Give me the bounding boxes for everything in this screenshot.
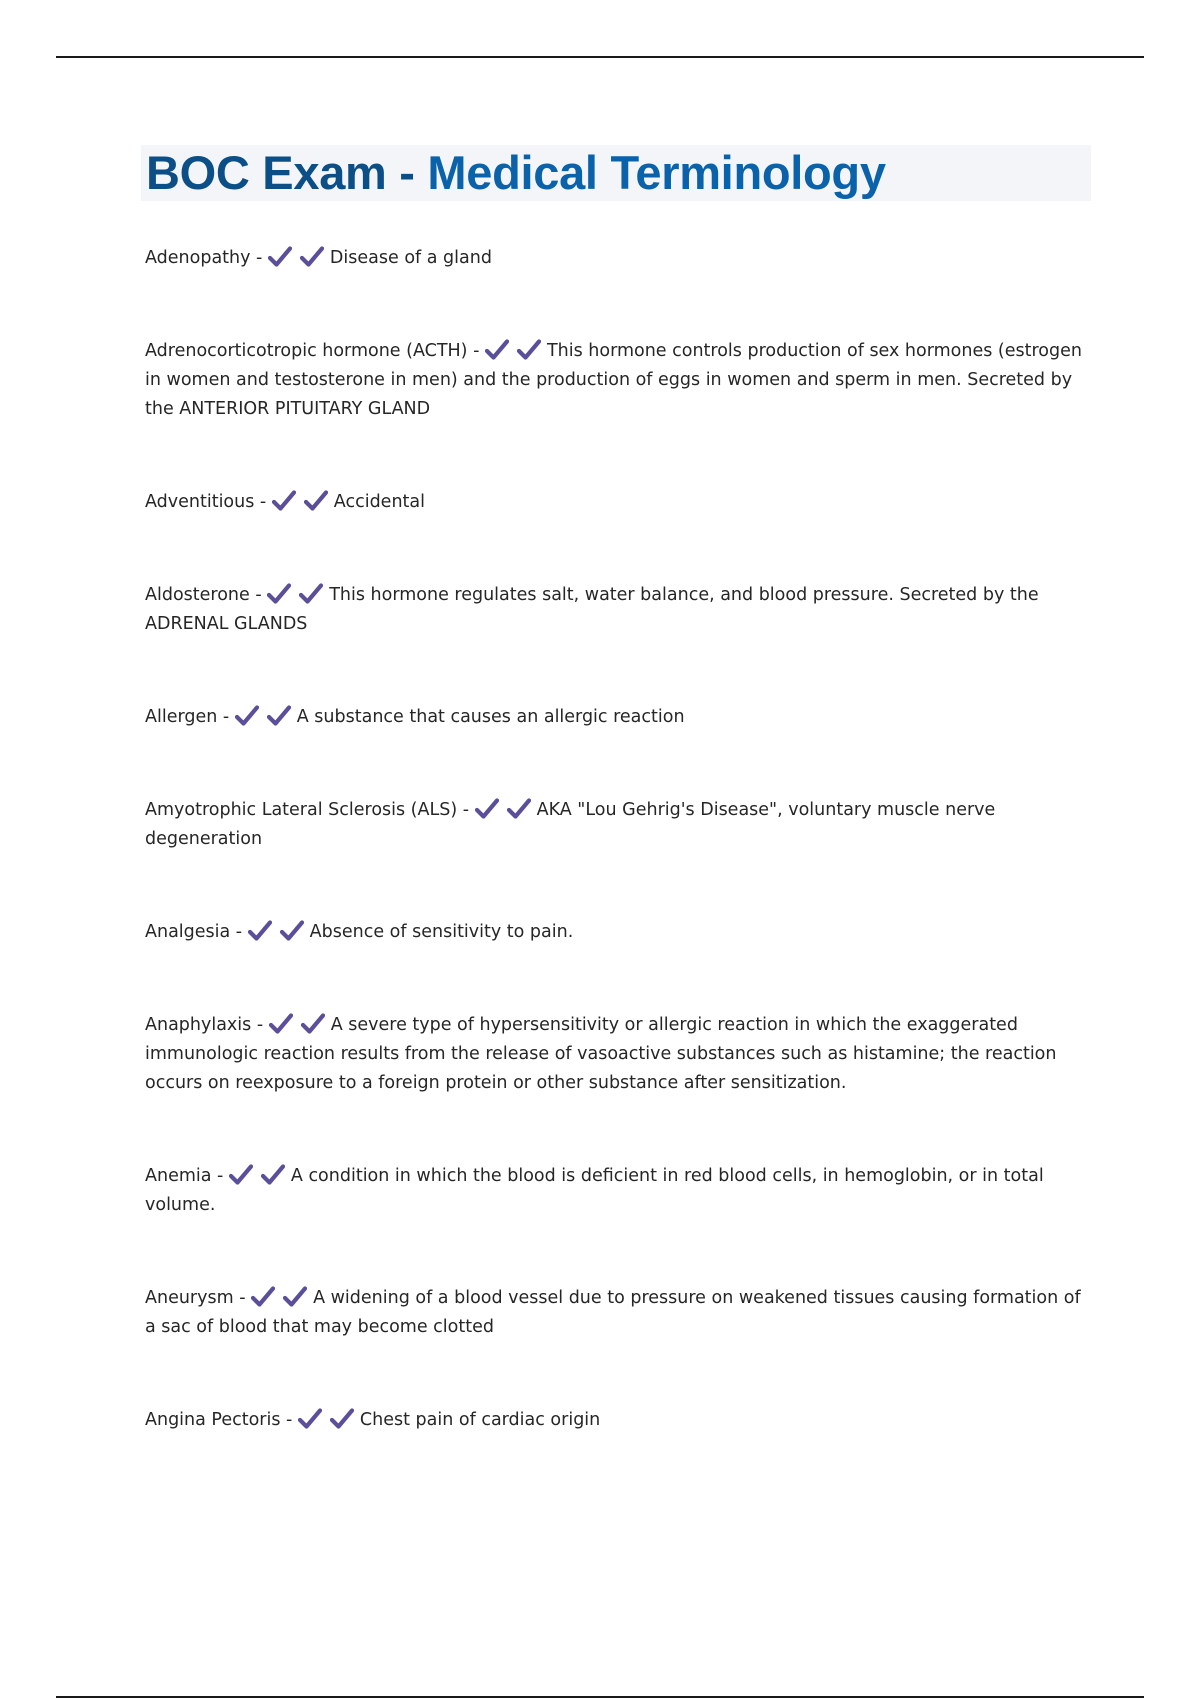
check-icon (267, 583, 295, 603)
term-name: Analgesia - (145, 922, 248, 942)
term-definition: Disease of a gland (329, 248, 492, 268)
term-entry (145, 581, 1090, 639)
term-entry (145, 244, 1090, 273)
check-icon (299, 583, 327, 603)
term-definition: Accidental (333, 492, 425, 512)
term-name: Allergen - (145, 707, 235, 727)
term-list (145, 244, 1090, 1435)
check-icon (300, 246, 328, 266)
term-entry (145, 1406, 1090, 1435)
term-definition: A widening of a blood vessel due to pressure on weakened tissues causing formation of a sac of blood that may become clotted (145, 1288, 1081, 1337)
term-entry (145, 703, 1090, 732)
bottom-rule (56, 1696, 1144, 1698)
term-name: Anaphylaxis - (145, 1015, 269, 1035)
term-name: Anemia - (145, 1166, 229, 1186)
term-entry (145, 1011, 1090, 1098)
page-title (146, 145, 886, 201)
term-name: Angina Pectoris - (145, 1410, 298, 1430)
term-name: Aneurysm - (145, 1288, 252, 1308)
check-icon (304, 490, 332, 510)
check-icon (248, 920, 276, 940)
top-rule (56, 56, 1144, 58)
check-icon (235, 705, 263, 725)
term-name: Amyotrophic Lateral Sclerosis (ALS) - (145, 800, 475, 820)
check-icon (229, 1164, 257, 1184)
check-icon (485, 339, 513, 359)
term-definition: This hormone regulates salt, water balance, and blood pressure. Secreted by the ADRENAL GLANDS (145, 585, 1039, 634)
term-entry (145, 918, 1090, 947)
check-icon (269, 1013, 297, 1033)
term-entry (145, 337, 1090, 424)
term-definition: AKA "Lou Gehrig's Disease", voluntary muscle nerve degeneration (145, 800, 996, 849)
check-icon (261, 1164, 289, 1184)
term-definition: A condition in which the blood is deficient in red blood cells, in hemoglobin, or in total volume. (145, 1166, 1044, 1215)
check-icon (301, 1013, 329, 1033)
term-definition: A substance that causes an allergic reaction (296, 707, 685, 727)
check-icon (268, 246, 296, 266)
term-definition: A severe type of hypersensitivity or allergic reaction in which the exaggerated immunologic reaction results from the release of vasoactive substances such as histamine; the reaction occurs on reexposure to a foreign protein or other substance after sensitization. (145, 1015, 1057, 1093)
term-definition: Absence of sensitivity to pain. (309, 922, 574, 942)
check-icon (330, 1408, 358, 1428)
term-name: Aldosterone - (145, 585, 268, 605)
check-icon (272, 490, 300, 510)
check-icon (517, 339, 545, 359)
check-icon (280, 920, 308, 940)
check-icon (475, 798, 503, 818)
check-icon (267, 705, 295, 725)
term-definition: Chest pain of cardiac origin (359, 1410, 601, 1430)
check-icon (251, 1286, 279, 1306)
title-part-2: Medical Terminology (427, 146, 886, 199)
term-entry (145, 1284, 1090, 1342)
term-entry (145, 1162, 1090, 1220)
check-icon (507, 798, 535, 818)
term-entry (145, 488, 1090, 517)
term-name: Adrenocorticotropic hormone (ACTH) - (145, 341, 485, 361)
check-icon (283, 1286, 311, 1306)
term-name: Adenopathy - (145, 248, 268, 268)
term-name: Adventitious - (145, 492, 272, 512)
check-icon (298, 1408, 326, 1428)
term-entry (145, 796, 1090, 854)
term-definition: This hormone controls production of sex hormones (estrogen in women and testosterone in men) and the production of eggs in women and sperm in men. Secreted by the ANTERIOR PITUITARY GLAND (145, 341, 1082, 419)
title-part-1: BOC Exam - (146, 146, 428, 199)
